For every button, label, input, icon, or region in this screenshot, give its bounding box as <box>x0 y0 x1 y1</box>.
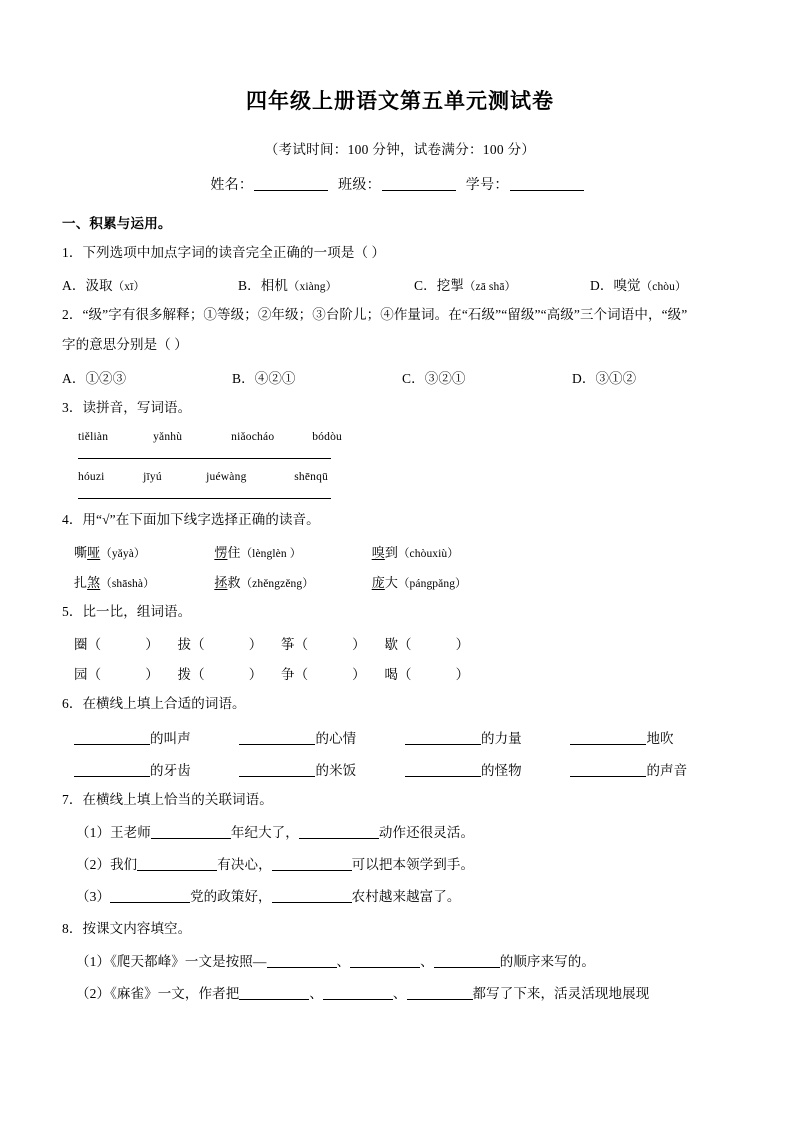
blank-line[interactable] <box>74 731 150 745</box>
blank-line[interactable] <box>405 763 481 777</box>
question-7-item-2: （2）我们 有决心， 可以把本领学到手。 <box>76 857 475 873</box>
question-3-answer-line-1[interactable] <box>78 458 331 459</box>
question-5-item[interactable]: 喝（ ） <box>384 667 470 683</box>
blank-line[interactable] <box>110 890 190 904</box>
question-6-item[interactable]: 地吹 <box>570 727 732 747</box>
blank-line[interactable] <box>137 857 217 871</box>
question-4-row-1 <box>62 542 738 561</box>
question-6-item[interactable]: 的声音 <box>570 759 732 779</box>
question-5-item[interactable]: 拔（ ） <box>177 637 263 653</box>
question-3-stem: 3．读拼音，写词语。 <box>62 400 192 416</box>
question-4-item[interactable]: 庞大（pángpǎng） <box>371 575 467 591</box>
question-2-option-b[interactable]: B．④②① <box>232 371 296 387</box>
question-2-stem-line1: 2．“级”字有很多解释；①等级；②年级；③台阶儿；④作量词。在“石级”“留级”“高级”三个词语中，“级” <box>62 307 688 323</box>
student-id-label: 学号： <box>465 177 509 193</box>
pinyin-word: bódòu <box>312 431 342 444</box>
question-7-stem: 7．在横线上填上恰当的关联词语。 <box>62 791 273 807</box>
question-2-options <box>62 367 738 387</box>
section-one-heading: 一、积累与运用。 <box>62 215 172 231</box>
question-6-item[interactable]: 的心情 <box>239 727 401 747</box>
question-7-item-3: （3） 党的政策好， 农村越来越富了。 <box>76 889 461 905</box>
class-label: 班级： <box>338 177 381 193</box>
question-6-row-1 <box>62 727 738 747</box>
question-6-item[interactable]: 的力量 <box>405 727 567 747</box>
pinyin-word: jīyú <box>143 471 162 484</box>
name-label: 姓名： <box>210 177 254 193</box>
question-5-item[interactable]: 拨（ ） <box>177 667 263 683</box>
question-2-option-c[interactable]: C．③②① <box>402 371 466 387</box>
question-4-item[interactable]: 扎煞（shāshà） <box>74 575 155 591</box>
question-8-item-2: （2）《麻雀》一文，作者把 、 、 都写了下来，活灵活现地展现 <box>76 985 650 1001</box>
blank-line[interactable] <box>323 986 393 1000</box>
blank-line[interactable] <box>434 954 500 968</box>
pinyin-word: yǎnhù <box>153 431 183 444</box>
pinyin-word: juéwàng <box>206 471 247 484</box>
question-4-item[interactable]: 愣住（lènglèn ） <box>214 545 302 561</box>
pinyin-word: tiěliàn <box>78 431 109 444</box>
question-1-option-d[interactable]: D．嗅觉（chòu） <box>590 278 687 294</box>
question-2-option-d[interactable]: D．③①② <box>572 371 637 387</box>
blank-line[interactable] <box>239 731 315 745</box>
question-6-stem: 6．在横线上填上合适的词语。 <box>62 696 246 712</box>
question-5-row-1 <box>62 633 738 653</box>
question-4-item[interactable]: 嘶哑（yǎyà） <box>74 545 146 561</box>
question-2-option-a[interactable]: A．①②③ <box>62 371 127 387</box>
name-input-blank[interactable] <box>254 176 328 190</box>
question-3-pinyin-row-1 <box>62 431 738 443</box>
question-5-row-2 <box>62 663 738 683</box>
exam-meta-subtitle: （考试时间：100 分钟，试卷满分：100 分） <box>264 141 536 157</box>
student-id-input-blank[interactable] <box>510 176 584 190</box>
question-3-pinyin-row-2 <box>62 471 738 483</box>
question-1-option-a[interactable]: A．汲取（xī） <box>62 278 146 294</box>
question-6-row-2 <box>62 759 738 779</box>
blank-line[interactable] <box>239 986 309 1000</box>
blank-line[interactable] <box>239 763 315 777</box>
question-5-stem: 5．比一比，组词语。 <box>62 604 192 620</box>
question-1-option-c[interactable]: C．挖掣（zā shā） <box>414 278 517 294</box>
question-5-item[interactable]: 筝（ ） <box>280 637 366 653</box>
question-3-answer-line-2[interactable] <box>78 498 331 499</box>
question-6-item[interactable]: 的怪物 <box>405 759 567 779</box>
blank-line[interactable] <box>405 731 481 745</box>
question-6-item[interactable]: 的米饭 <box>239 759 401 779</box>
blank-line[interactable] <box>570 731 646 745</box>
pinyin-word: niǎocháo <box>231 431 275 444</box>
question-4-stem: 4．用“√”在下面加下线字选择正确的读音。 <box>62 512 320 528</box>
question-4-item[interactable]: 嗅到（chòuxiù） <box>371 545 459 561</box>
blank-line[interactable] <box>299 825 379 839</box>
blank-line[interactable] <box>267 954 337 968</box>
question-2-stem-line2: 字的意思分别是（ ） <box>62 337 188 353</box>
question-7-item-1: （1）王老师 年纪大了， 动作还很灵活。 <box>76 824 475 840</box>
question-8-item-1: （1）《爬天都峰》一文是按照— 、 、 的顺序来写的。 <box>76 953 595 969</box>
blank-line[interactable] <box>272 857 352 871</box>
blank-line[interactable] <box>151 825 231 839</box>
blank-line[interactable] <box>407 986 473 1000</box>
blank-line[interactable] <box>350 954 420 968</box>
question-6-item[interactable]: 的叫声 <box>74 727 236 747</box>
question-5-item[interactable]: 园（ ） <box>74 667 159 683</box>
question-6-item[interactable]: 的牙齿 <box>74 759 236 779</box>
pinyin-word: hóuzi <box>78 471 105 484</box>
question-1-stem: 1．下列选项中加点字词的读音完全正确的一项是（ ） <box>62 244 386 260</box>
question-5-item[interactable]: 圈（ ） <box>74 637 159 653</box>
blank-line[interactable] <box>272 890 352 904</box>
blank-line[interactable] <box>74 763 150 777</box>
class-input-blank[interactable] <box>382 176 456 190</box>
blank-line[interactable] <box>570 763 646 777</box>
page-title: 四年级上册语文第五单元测试卷 <box>246 89 554 113</box>
question-4-item[interactable]: 拯救（zhěngzěng） <box>214 575 314 591</box>
question-5-item[interactable]: 争（ ） <box>280 667 366 683</box>
question-8-stem: 8．按课文内容填空。 <box>62 920 192 936</box>
question-5-item[interactable]: 歇（ ） <box>384 637 470 653</box>
student-identity-line <box>62 174 738 194</box>
pinyin-word: shēnqū <box>294 471 329 484</box>
question-1-option-b[interactable]: B．相机（xiàng） <box>238 278 338 294</box>
question-1-options <box>62 274 738 294</box>
question-4-row-2 <box>62 572 738 591</box>
